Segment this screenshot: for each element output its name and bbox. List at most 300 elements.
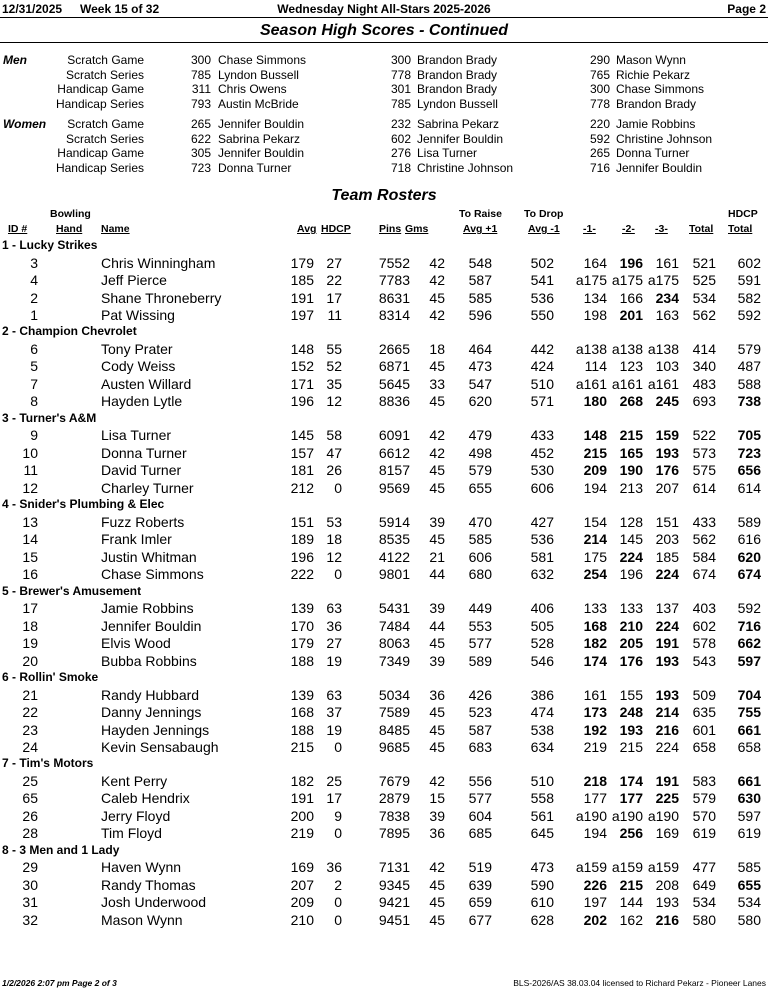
series-total: 619 xyxy=(692,825,716,842)
game-3: a190 xyxy=(647,807,679,824)
series-total: 525 xyxy=(692,272,716,289)
bowler-average: 185 xyxy=(290,272,314,289)
bowler-games: 42 xyxy=(429,427,445,444)
game-1: 202 xyxy=(583,911,607,928)
game-2: a175 xyxy=(611,272,643,289)
bowler-games: 42 xyxy=(429,859,445,876)
to-drop-avg: 632 xyxy=(530,566,554,583)
bowler-id: 9 xyxy=(30,427,38,444)
game-3: 151 xyxy=(655,513,679,530)
bowler-name: Jamie Robbins xyxy=(101,600,194,617)
col-gms: Gms xyxy=(405,223,429,235)
game-1: 194 xyxy=(583,825,607,842)
to-raise-avg: 604 xyxy=(468,807,492,824)
to-raise-avg: 577 xyxy=(468,635,492,652)
game-2: 128 xyxy=(619,513,643,530)
to-raise-avg: 685 xyxy=(468,825,492,842)
handicap-total: 616 xyxy=(737,531,761,548)
high-score-bowler: Lyndon Bussell xyxy=(417,96,498,111)
handicap-total: 614 xyxy=(737,479,761,496)
bowler-handicap: 19 xyxy=(326,721,342,738)
bowler-handicap: 2 xyxy=(334,876,342,893)
bowler-average: 196 xyxy=(290,548,314,565)
roster-row xyxy=(0,618,768,635)
bowler-games: 45 xyxy=(429,721,445,738)
roster-row xyxy=(0,825,768,842)
bowler-name: Tim Floyd xyxy=(101,825,162,842)
game-1: 134 xyxy=(583,289,607,306)
bowler-games: 45 xyxy=(429,635,445,652)
col-raise-top: To Raise xyxy=(459,208,502,220)
high-score-value: 265 xyxy=(190,117,211,131)
col-hand: Hand xyxy=(56,223,83,235)
handicap-total: 661 xyxy=(737,721,761,738)
high-score-value: 305 xyxy=(190,146,211,160)
game-3: 163 xyxy=(655,306,679,323)
high-score-value: 300 xyxy=(190,53,211,67)
high-score-value: 276 xyxy=(390,146,411,160)
bowler-pins: 8631 xyxy=(378,289,410,306)
bowler-name: Shane Throneberry xyxy=(101,289,222,306)
bowler-name: Jerry Floyd xyxy=(101,807,171,824)
roster-row xyxy=(0,255,768,272)
game-3: 224 xyxy=(655,617,679,634)
game-2: 165 xyxy=(619,444,643,461)
bowler-average: 212 xyxy=(290,479,314,496)
game-3: 176 xyxy=(655,462,679,479)
high-score-bowler: Lisa Turner xyxy=(417,146,478,160)
high-score-row xyxy=(0,146,768,161)
game-3: 224 xyxy=(655,738,679,755)
roster-row xyxy=(0,341,768,358)
bowler-games: 45 xyxy=(429,876,445,893)
game-1: 114 xyxy=(584,358,607,375)
bowler-name: David Turner xyxy=(101,462,182,479)
game-1: 177 xyxy=(583,790,607,807)
handicap-total: 534 xyxy=(737,894,761,911)
to-drop-avg: 406 xyxy=(530,600,554,617)
game-1: 175 xyxy=(583,548,607,565)
to-raise-avg: 548 xyxy=(468,254,492,271)
high-score-bowler: Donna Turner xyxy=(218,160,292,175)
bowler-handicap: 27 xyxy=(326,254,342,271)
game-2: a159 xyxy=(611,859,643,876)
bowler-id: 23 xyxy=(22,721,38,738)
bowler-pins: 6871 xyxy=(378,358,410,375)
to-drop-avg: 561 xyxy=(530,807,554,824)
to-raise-avg: 519 xyxy=(468,859,492,876)
to-raise-avg: 577 xyxy=(468,790,492,807)
roster-row xyxy=(0,687,768,704)
bowler-pins: 7131 xyxy=(378,859,410,876)
page-number: Page 2 xyxy=(727,2,766,16)
game-1: 192 xyxy=(583,721,607,738)
col-game3: -3- xyxy=(655,223,668,235)
series-total: 483 xyxy=(692,375,716,392)
handicap-total: 716 xyxy=(737,617,761,634)
bowler-pins: 6091 xyxy=(378,427,410,444)
to-raise-avg: 659 xyxy=(468,894,492,911)
bowler-pins: 5034 xyxy=(378,686,410,703)
col-avg: Avg xyxy=(297,223,317,235)
bowler-name: Danny Jennings xyxy=(101,704,202,721)
high-score-bowler: Christine Johnson xyxy=(417,160,514,175)
game-1: a190 xyxy=(575,807,607,824)
bowler-handicap: 12 xyxy=(326,393,342,410)
bowler-pins: 9451 xyxy=(378,911,410,928)
team-name: 1 - Lucky Strikes xyxy=(2,238,98,252)
to-raise-avg: 683 xyxy=(468,738,492,755)
high-score-bowler: Austin McBride xyxy=(218,96,299,111)
roster-row xyxy=(0,480,768,497)
high-score-value: 232 xyxy=(390,117,411,131)
game-1: a159 xyxy=(575,859,607,876)
game-3: 185 xyxy=(655,548,679,565)
roster-row xyxy=(0,600,768,617)
bowler-pins: 7484 xyxy=(378,617,410,634)
game-1: 154 xyxy=(583,513,607,530)
bowler-id: 1 xyxy=(30,306,38,323)
game-2: 224 xyxy=(619,548,643,565)
bowler-handicap: 11 xyxy=(327,306,342,323)
bowler-games: 36 xyxy=(429,686,445,703)
bowler-pins: 5645 xyxy=(378,375,410,392)
bowler-average: 181 xyxy=(290,462,314,479)
handicap-total: 655 xyxy=(737,876,761,893)
bowler-id: 8 xyxy=(30,393,38,410)
bowler-id: 11 xyxy=(23,462,38,479)
high-score-row xyxy=(0,68,768,83)
bowler-average: 179 xyxy=(290,635,314,652)
handicap-total: 579 xyxy=(737,341,761,357)
bowler-average: 188 xyxy=(290,721,314,738)
team-name: 3 - Turner's A&M xyxy=(2,410,97,425)
bowler-games: 44 xyxy=(429,566,445,583)
bowler-handicap: 25 xyxy=(326,773,342,789)
handicap-total: 662 xyxy=(737,635,761,652)
bowler-pins: 9685 xyxy=(378,738,410,755)
handicap-total: 674 xyxy=(737,566,761,583)
handicap-total: 592 xyxy=(737,306,761,323)
series-total: 649 xyxy=(692,876,716,893)
bowler-id: 5 xyxy=(30,358,38,375)
bowler-id: 20 xyxy=(22,652,38,669)
game-2: 133 xyxy=(619,600,643,617)
bowler-pins: 7838 xyxy=(378,807,410,824)
to-drop-avg: 546 xyxy=(530,652,554,669)
game-2: a161 xyxy=(611,375,643,392)
game-1: 219 xyxy=(583,738,607,755)
bowler-games: 42 xyxy=(429,444,445,461)
series-total: 522 xyxy=(692,427,716,444)
roster-row xyxy=(0,635,768,652)
series-total: 635 xyxy=(692,704,716,721)
bowler-average: 182 xyxy=(290,773,314,789)
to-raise-avg: 585 xyxy=(468,531,492,548)
bowler-average: 157 xyxy=(290,444,314,461)
roster-row xyxy=(0,859,768,876)
bowler-average: 197 xyxy=(290,306,314,323)
handicap-total: 705 xyxy=(737,427,761,444)
high-score-bowler: Sabrina Pekarz xyxy=(218,131,301,146)
bowler-id: 10 xyxy=(22,444,38,461)
rosters-title: Team Rosters xyxy=(331,187,437,204)
bowler-pins: 9345 xyxy=(378,876,410,893)
bowler-handicap: 53 xyxy=(326,513,342,530)
game-2: 213 xyxy=(619,479,643,496)
bowler-games: 39 xyxy=(429,600,445,617)
high-score-bowler: Sabrina Pekarz xyxy=(417,117,500,131)
high-score-bowler: Jamie Robbins xyxy=(616,117,696,131)
to-drop-avg: 427 xyxy=(530,513,554,530)
series-total: 580 xyxy=(692,911,716,928)
bowler-pins: 8157 xyxy=(378,462,410,479)
series-total: 433 xyxy=(692,513,716,530)
bowler-name: Mason Wynn xyxy=(101,911,183,928)
bowler-average: 189 xyxy=(290,531,314,548)
bowler-handicap: 35 xyxy=(326,375,342,392)
team-name: 4 - Snider's Plumbing & Elec xyxy=(2,497,165,512)
to-raise-avg: 677 xyxy=(468,911,492,928)
bowler-games: 45 xyxy=(429,479,445,496)
bowler-handicap: 17 xyxy=(326,289,342,306)
bowler-id: 26 xyxy=(22,807,38,824)
game-1: 254 xyxy=(583,566,607,583)
high-score-category: Scratch Series xyxy=(65,131,144,146)
to-raise-avg: 464 xyxy=(468,341,492,357)
bowler-pins: 2879 xyxy=(378,790,410,807)
roster-row xyxy=(0,722,768,739)
to-drop-avg: 452 xyxy=(530,444,554,461)
bowler-games: 42 xyxy=(429,773,445,789)
bowler-pins: 8535 xyxy=(378,531,410,548)
series-total: 534 xyxy=(692,894,716,911)
game-2: 162 xyxy=(619,911,643,928)
bowler-handicap: 0 xyxy=(334,825,342,842)
league-name: Wednesday Night All-Stars 2025-2026 xyxy=(277,2,491,16)
bowler-handicap: 27 xyxy=(326,635,342,652)
game-3: 214 xyxy=(655,704,679,721)
game-2: 123 xyxy=(619,358,643,375)
bowler-name: Hayden Lytle xyxy=(101,393,183,410)
high-score-bowler: Christine Johnson xyxy=(616,131,713,146)
series-total: 414 xyxy=(692,341,716,357)
to-raise-avg: 547 xyxy=(468,375,492,392)
high-score-category: Handicap Game xyxy=(57,146,144,160)
bowler-games: 45 xyxy=(429,531,445,548)
bowler-name: Donna Turner xyxy=(101,444,187,461)
bowler-handicap: 63 xyxy=(326,686,342,703)
bowler-id: 21 xyxy=(22,686,38,703)
roster-row xyxy=(0,773,768,790)
to-drop-avg: 528 xyxy=(530,635,554,652)
series-total: 584 xyxy=(692,548,716,565)
high-score-value: 785 xyxy=(190,67,211,82)
bowler-games: 45 xyxy=(429,289,445,306)
game-3: 203 xyxy=(655,531,679,548)
bowler-id: 15 xyxy=(22,548,38,565)
handicap-total: 723 xyxy=(737,444,761,461)
bowler-average: 152 xyxy=(290,358,314,375)
roster-row xyxy=(0,393,768,410)
to-drop-avg: 530 xyxy=(530,462,554,479)
bowler-handicap: 55 xyxy=(326,341,342,357)
game-3: 225 xyxy=(655,790,679,807)
to-drop-avg: 581 xyxy=(530,548,554,565)
bowler-handicap: 0 xyxy=(334,566,342,583)
game-1: 218 xyxy=(583,773,607,789)
bowler-handicap: 19 xyxy=(326,652,342,669)
game-3: 234 xyxy=(655,289,679,306)
series-total: 693 xyxy=(692,393,716,410)
roster-row xyxy=(0,445,768,462)
high-score-value: 718 xyxy=(390,160,411,175)
handicap-total: 582 xyxy=(737,289,761,306)
roster-row xyxy=(0,272,768,289)
bowler-name: Elvis Wood xyxy=(101,635,171,652)
bowler-handicap: 22 xyxy=(326,272,342,289)
high-score-bowler: Lyndon Bussell xyxy=(218,67,299,82)
game-3: 208 xyxy=(655,876,679,893)
game-2: 176 xyxy=(619,652,643,669)
high-score-category: Handicap Game xyxy=(57,82,144,96)
bowler-average: 151 xyxy=(290,513,314,530)
game-1: a138 xyxy=(575,341,607,357)
high-score-bowler: Chris Owens xyxy=(218,82,287,96)
to-drop-avg: 628 xyxy=(530,911,554,928)
team-name: 5 - Brewer's Amusement xyxy=(2,583,142,598)
bowler-pins: 8836 xyxy=(378,393,410,410)
high-score-category: Scratch Game xyxy=(67,117,144,131)
bowler-pins: 9801 xyxy=(378,566,410,583)
handicap-total: 620 xyxy=(737,548,761,565)
roster-row xyxy=(0,290,768,307)
col-hdcp: HDCP xyxy=(321,223,351,235)
bowler-average: 171 xyxy=(290,375,314,392)
to-drop-avg: 473 xyxy=(530,859,554,876)
roster-row xyxy=(0,514,768,531)
high-score-row xyxy=(0,82,768,97)
game-3: 193 xyxy=(655,686,679,703)
bowler-handicap: 37 xyxy=(326,704,342,721)
bowler-name: Tony Prater xyxy=(101,341,173,357)
high-score-bowler: Jennifer Bouldin xyxy=(616,160,703,175)
to-raise-avg: 585 xyxy=(468,289,492,306)
to-raise-avg: 556 xyxy=(468,773,492,789)
bowler-games: 21 xyxy=(429,548,445,565)
high-score-bowler: Jennifer Bouldin xyxy=(218,117,305,131)
bowler-handicap: 18 xyxy=(326,531,342,548)
bowler-pins: 7589 xyxy=(378,704,410,721)
handicap-total: 658 xyxy=(737,738,761,755)
game-3: 207 xyxy=(655,479,679,496)
game-1: 168 xyxy=(583,617,607,634)
high-score-row xyxy=(0,117,768,132)
bowler-name: Hayden Jennings xyxy=(101,721,210,738)
bowler-pins: 9421 xyxy=(378,894,410,911)
bowler-name: Charley Turner xyxy=(101,479,194,496)
game-1: 209 xyxy=(583,462,607,479)
game-3: 169 xyxy=(655,825,679,842)
roster-row xyxy=(0,653,768,670)
high-score-bowler: Brandon Brady xyxy=(417,53,498,67)
high-score-value: 765 xyxy=(589,67,610,82)
game-3: 191 xyxy=(655,773,679,789)
to-drop-avg: 645 xyxy=(530,825,554,842)
game-2: 215 xyxy=(619,738,643,755)
game-2: a138 xyxy=(611,341,643,357)
bowler-name: Frank Imler xyxy=(101,531,172,548)
high-score-value: 300 xyxy=(390,53,411,67)
bowler-id: 7 xyxy=(30,375,38,392)
col-drop: Avg -1 xyxy=(528,223,560,235)
col-id: ID # xyxy=(8,223,28,235)
bowler-handicap: 36 xyxy=(326,859,342,876)
game-3: 103 xyxy=(655,358,679,375)
bowler-games: 39 xyxy=(429,807,445,824)
high-score-category: Scratch Game xyxy=(67,53,144,67)
series-total: 614 xyxy=(692,479,716,496)
to-drop-avg: 590 xyxy=(530,876,554,893)
bowler-id: 16 xyxy=(22,566,38,583)
col-total: Total xyxy=(689,223,714,235)
bowler-games: 45 xyxy=(429,911,445,928)
high-score-value: 622 xyxy=(190,131,211,146)
high-score-value: 716 xyxy=(589,160,610,175)
to-drop-avg: 433 xyxy=(530,427,554,444)
report-date: 12/31/2025 xyxy=(2,2,63,16)
bowler-id: 12 xyxy=(22,479,38,496)
col-hdcp-total-top: HDCP xyxy=(728,208,758,220)
bowler-handicap: 0 xyxy=(334,894,342,911)
game-3: a138 xyxy=(647,341,679,357)
series-total: 575 xyxy=(692,462,716,479)
bowler-pins: 2665 xyxy=(378,341,410,357)
handicap-total: 602 xyxy=(737,254,761,271)
game-2: 215 xyxy=(619,427,643,444)
high-score-value: 592 xyxy=(589,131,610,146)
high-score-category: Handicap Series xyxy=(55,160,144,175)
bowler-pins: 9569 xyxy=(378,479,410,496)
game-1: 182 xyxy=(583,635,607,652)
bowler-id: 32 xyxy=(22,911,38,928)
bowler-average: 179 xyxy=(290,254,314,271)
game-2: 268 xyxy=(619,393,643,410)
bowler-average: 170 xyxy=(290,617,314,634)
bowler-average: 207 xyxy=(290,876,314,893)
high-score-bowler: Mason Wynn xyxy=(616,53,686,67)
game-3: 193 xyxy=(655,444,679,461)
col-hdcp-total: Total xyxy=(728,223,753,235)
col-name: Name xyxy=(101,223,130,235)
roster-row xyxy=(0,549,768,566)
bowler-games: 45 xyxy=(429,358,445,375)
game-1: a175 xyxy=(575,272,607,289)
handicap-total: 589 xyxy=(737,513,761,530)
game-1: 214 xyxy=(583,531,607,548)
bowler-average: 191 xyxy=(290,790,314,807)
bowler-average: 210 xyxy=(290,911,314,928)
bowler-average: 196 xyxy=(290,393,314,410)
bowler-id: 19 xyxy=(22,635,38,652)
series-total: 583 xyxy=(692,773,716,789)
game-1: a161 xyxy=(575,375,607,392)
game-1: 226 xyxy=(583,876,607,893)
bowler-handicap: 9 xyxy=(334,807,342,824)
series-total: 674 xyxy=(692,566,716,583)
game-2: 215 xyxy=(619,876,643,893)
to-drop-avg: 442 xyxy=(530,341,554,357)
